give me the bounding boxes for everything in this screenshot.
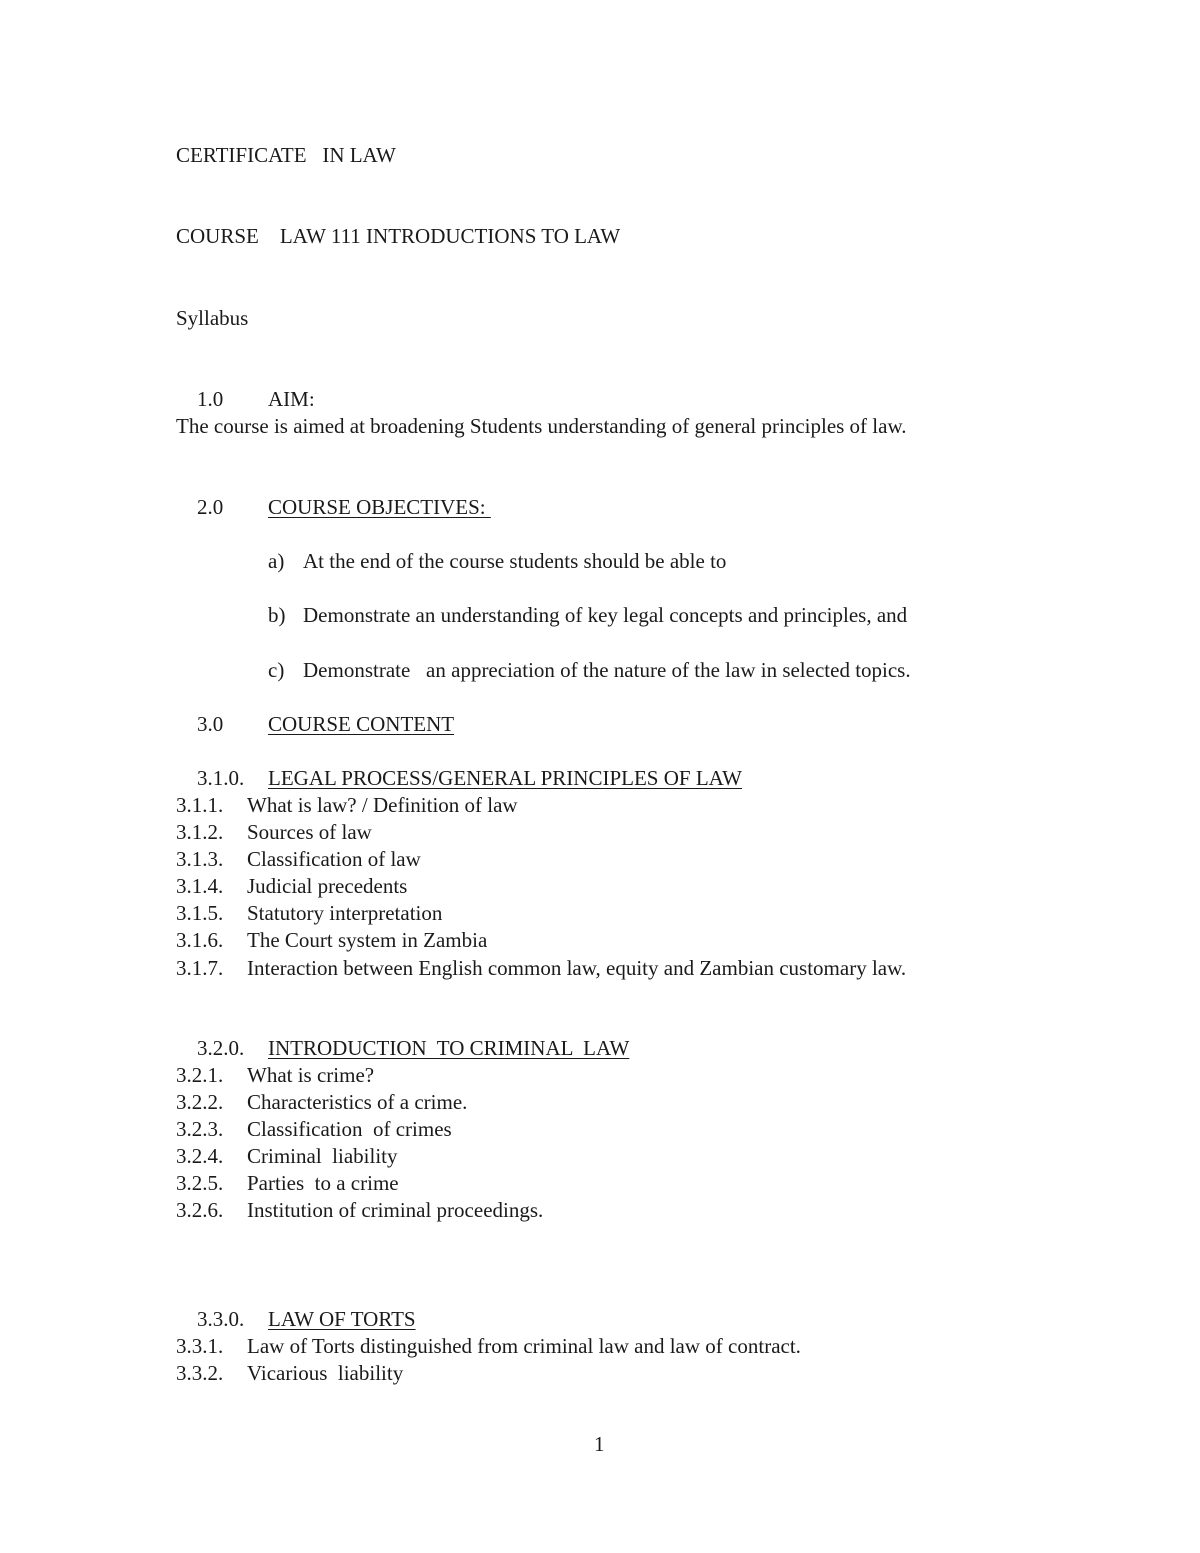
course-title: COURSE LAW 111 INTRODUCTIONS TO LAW	[176, 224, 621, 248]
item-text: Interaction between English common law, equity and Zambian customary law.	[247, 956, 907, 980]
certificate-title: CERTIFICATE IN LAW	[176, 143, 396, 167]
objective-letter: c)	[268, 658, 285, 682]
list-item	[176, 1089, 467, 1116]
page-number: 1	[594, 1432, 605, 1456]
item-text: Vicarious liability	[247, 1361, 404, 1385]
item-number: 3.1.4.	[176, 874, 224, 898]
item-text: Sources of law	[247, 820, 372, 844]
aim-number: 1.0	[197, 387, 224, 411]
list-item	[176, 819, 372, 846]
item-number: 3.2.6.	[176, 1198, 224, 1222]
item-number: 3.1.6.	[176, 928, 224, 952]
content-number: 3.0	[197, 712, 224, 736]
objective-text: At the end of the course students should be able to	[303, 549, 727, 573]
aim-heading-text: AIM:	[268, 387, 315, 411]
item-text: What is crime?	[247, 1063, 375, 1087]
list-item	[176, 1062, 374, 1089]
section-number: 3.3.0.	[197, 1307, 245, 1331]
item-number: 3.2.1.	[176, 1063, 224, 1087]
list-item	[176, 846, 421, 873]
objectives-heading-text: COURSE OBJECTIVES:	[268, 495, 491, 519]
syllabus-label: Syllabus	[176, 306, 249, 330]
item-text: Institution of criminal proceedings.	[247, 1198, 544, 1222]
item-text: Judicial precedents	[247, 874, 408, 898]
list-item	[176, 927, 487, 954]
list-item	[176, 1170, 399, 1197]
section-heading-text: LEGAL PROCESS/GENERAL PRINCIPLES OF LAW	[268, 766, 742, 790]
item-text: Criminal liability	[247, 1144, 398, 1168]
item-number: 3.1.2.	[176, 820, 224, 844]
objective-text: Demonstrate an appreciation of the nature of the law in selected topics.	[303, 658, 911, 682]
list-item	[176, 1116, 452, 1143]
list-item	[176, 1360, 403, 1387]
aim-text: The course is aimed at broadening Students understanding of general principles of law.	[176, 414, 907, 438]
item-text: Classification of crimes	[247, 1117, 452, 1141]
item-text: Classification of law	[247, 847, 421, 871]
item-number: 3.1.3.	[176, 847, 224, 871]
item-number: 3.2.4.	[176, 1144, 224, 1168]
objectives-number: 2.0	[197, 495, 224, 519]
item-text: What is law? / Definition of law	[247, 793, 518, 817]
list-item	[176, 1333, 801, 1360]
item-text: Law of Torts distinguished from criminal law and law of contract.	[247, 1334, 801, 1358]
list-item	[176, 792, 518, 819]
item-number: 3.2.5.	[176, 1171, 224, 1195]
item-text: Parties to a crime	[247, 1171, 399, 1195]
section-number: 3.2.0.	[197, 1036, 245, 1060]
item-number: 3.2.2.	[176, 1090, 224, 1114]
list-item	[176, 873, 407, 900]
section-heading-text: LAW OF TORTS	[268, 1307, 416, 1331]
section-number: 3.1.0.	[197, 766, 245, 790]
objective-text: Demonstrate an understanding of key legal concepts and principles, and	[303, 603, 908, 627]
objective-letter: b)	[268, 603, 286, 627]
item-text: Statutory interpretation	[247, 901, 443, 925]
item-number: 3.3.2.	[176, 1361, 224, 1385]
list-item	[176, 1143, 398, 1170]
item-number: 3.3.1.	[176, 1334, 224, 1358]
section-heading-text: INTRODUCTION TO CRIMINAL LAW	[268, 1036, 630, 1060]
list-item	[176, 900, 442, 927]
item-number: 3.1.5.	[176, 901, 224, 925]
list-item	[176, 1197, 543, 1224]
item-number: 3.1.7.	[176, 956, 224, 980]
item-text: Characteristics of a crime.	[247, 1090, 468, 1114]
item-number: 3.2.3.	[176, 1117, 224, 1141]
item-number: 3.1.1.	[176, 793, 224, 817]
item-text: The Court system in Zambia	[247, 928, 488, 952]
content-heading-text: COURSE CONTENT	[268, 712, 455, 736]
list-item	[176, 955, 906, 982]
objective-letter: a)	[268, 549, 285, 573]
